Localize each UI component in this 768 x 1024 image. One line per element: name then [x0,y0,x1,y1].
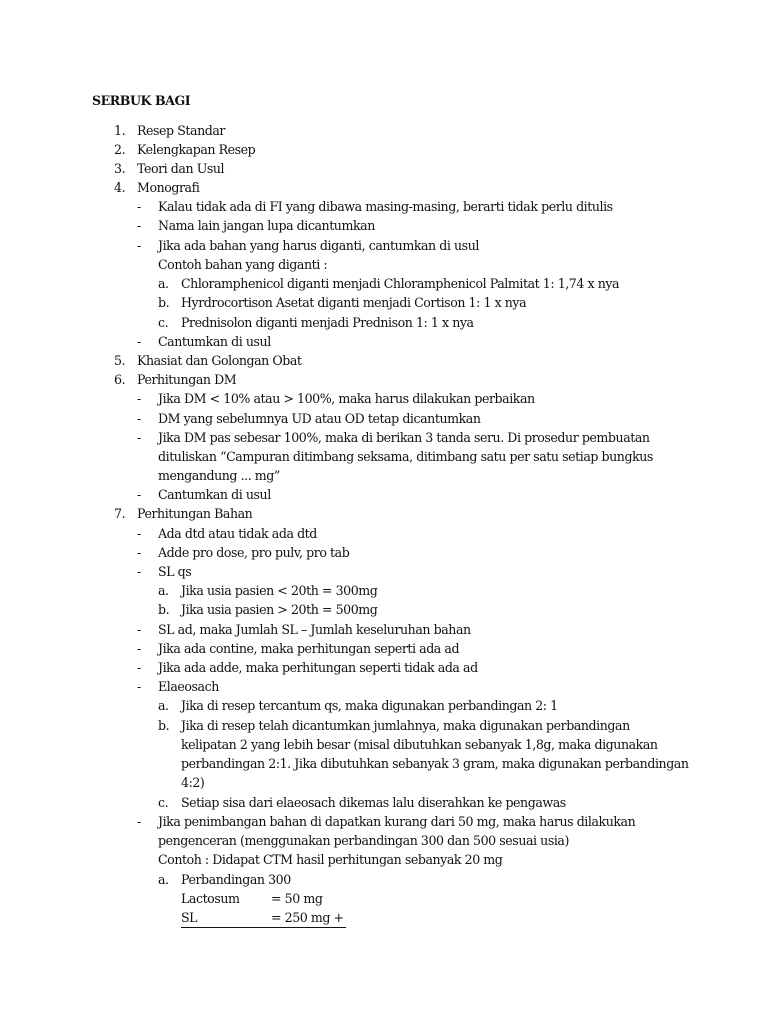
item-number: 7. [114,506,126,521]
monografi-bullet: Kalau tidak ada di FI yang dibawa masing-masing, berarti tidak perlu ditulis [158,199,613,214]
elaeosach-rule: Setiap sisa dari elaeosach dikemas lalu diserahkan ke pengawas [181,795,566,810]
item-resep-standar: Resep Standar [137,123,225,138]
bahan-bullet: Jika ada adde, maka perhitungan seperti tidak ada ad [158,660,478,675]
elaeosach-rule-cont: kelipatan 2 yang lebih besar (misal dibutuhkan sebanyak 1,8g, maka digunakan [181,737,658,752]
dm-bullet-cont: dituliskan “Campuran ditimbang seksama, ditimbang satu per satu setiap bungkus [158,449,653,464]
bullet-dash: - [137,199,141,214]
bahan-bullet: Adde pro dose, pro pulv, pro tab [158,545,350,560]
dm-bullet: Jika DM < 10% atau > 100%, maka harus dilakukan perbaikan [158,391,535,406]
perbandingan-heading: Perbandingan 300 [181,872,291,887]
bullet-dash: - [137,487,141,502]
bahan-bullet: SL qs [158,564,192,579]
sub-marker: a. [158,276,169,291]
item-perhitungan-dm: Perhitungan DM [137,372,237,387]
item-perhitungan-bahan: Perhitungan Bahan [137,506,253,521]
sub-marker: a. [158,583,169,598]
bullet-dash: - [137,411,141,426]
bullet-dash: - [137,545,141,560]
bullet-dash: - [137,430,141,445]
bullet-dash: - [137,564,141,579]
item-number: 5. [114,353,126,368]
bullet-dash: - [137,814,141,829]
elaeosach-rule: Jika di resep tercantum qs, maka digunakan perbandingan 2: 1 [181,698,558,713]
monografi-bullet: Jika ada bahan yang harus diganti, cantumkan di usul [158,238,479,253]
bullet-dash: - [137,238,141,253]
item-monografi: Monografi [137,180,200,195]
dm-bullet: DM yang sebelumnya UD atau OD tetap dicantumkan [158,411,481,426]
item-number: 3. [114,161,126,176]
bullet-dash: - [137,622,141,637]
sub-marker: b. [158,718,170,733]
item-khasiat: Khasiat dan Golongan Obat [137,353,302,368]
calc-value: = 50 mg [271,891,323,906]
sub-marker: c. [158,795,169,810]
monografi-bullet: Cantumkan di usul [158,334,271,349]
example-item: Chloramphenicol diganti menjadi Chloramphenicol Palmitat 1: 1,74 x nya [181,276,620,291]
bullet-dash: - [137,660,141,675]
sub-marker: b. [158,295,170,310]
bahan-bullet: SL ad, maka Jumlah SL – Jumlah keseluruhan bahan [158,622,471,637]
calc-label: Lactosum [181,891,240,906]
bahan-bullet-cont: pengenceran (menggunakan perbandingan 300 dan 500 sesuai usia) [158,833,569,848]
monografi-example-heading: Contoh bahan yang diganti : [158,257,328,272]
calc-label: SL [181,910,198,925]
dm-bullet: Jika DM pas sebesar 100%, maka di berikan 3 tanda seru. Di prosedur pembuatan [158,430,650,445]
bullet-dash: - [137,391,141,406]
elaeosach-rule-cont: perbandingan 2:1. Jika dibutuhkan sebanyak 3 gram, maka digunakan perbandingan [181,756,689,771]
bahan-example: Contoh : Didapat CTM hasil perhitungan sebanyak 20 mg [158,852,503,867]
example-item: Hyrdrocortison Asetat diganti menjadi Cortison 1: 1 x nya [181,295,527,310]
sub-marker: b. [158,602,170,617]
bullet-dash: - [137,526,141,541]
dm-bullet: Cantumkan di usul [158,487,271,502]
item-number: 6. [114,372,126,387]
elaeosach-rule: Jika di resep telah dicantumkan jumlahnya, maka digunakan perbandingan [181,718,630,733]
item-teori-dan-usul: Teori dan Usul [137,161,225,176]
item-number: 2. [114,142,126,157]
bahan-bullet: Ada dtd atau tidak ada dtd [158,526,317,541]
document-title: SERBUK BAGI [92,93,191,108]
monografi-bullet: Nama lain jangan lupa dicantumkan [158,218,375,233]
sub-marker: a. [158,872,169,887]
calc-sum-underline [181,927,346,928]
item-kelengkapan-resep: Kelengkapan Resep [137,142,256,157]
sub-marker: c. [158,315,169,330]
dm-bullet-cont: mengandung ... mg” [158,468,280,483]
bahan-bullet: Jika penimbangan bahan di dapatkan kurang dari 50 mg, maka harus dilakukan [158,814,636,829]
sl-qs-rule: Jika usia pasien < 20th = 300mg [181,583,378,598]
item-number: 1. [114,123,126,138]
bahan-bullet: Jika ada contine, maka perhitungan seperti ada ad [158,641,460,656]
calc-value: = 250 mg + [271,910,344,925]
sub-marker: a. [158,698,169,713]
item-number: 4. [114,180,126,195]
elaeosach-rule-cont: 4:2) [181,775,205,790]
bullet-dash: - [137,218,141,233]
bahan-bullet-elaeosach: Elaeosach [158,679,219,694]
bullet-dash: - [137,334,141,349]
bullet-dash: - [137,641,141,656]
sl-qs-rule: Jika usia pasien > 20th = 500mg [181,602,378,617]
bullet-dash: - [137,679,141,694]
example-item: Prednisolon diganti menjadi Prednison 1: 1 x nya [181,315,474,330]
